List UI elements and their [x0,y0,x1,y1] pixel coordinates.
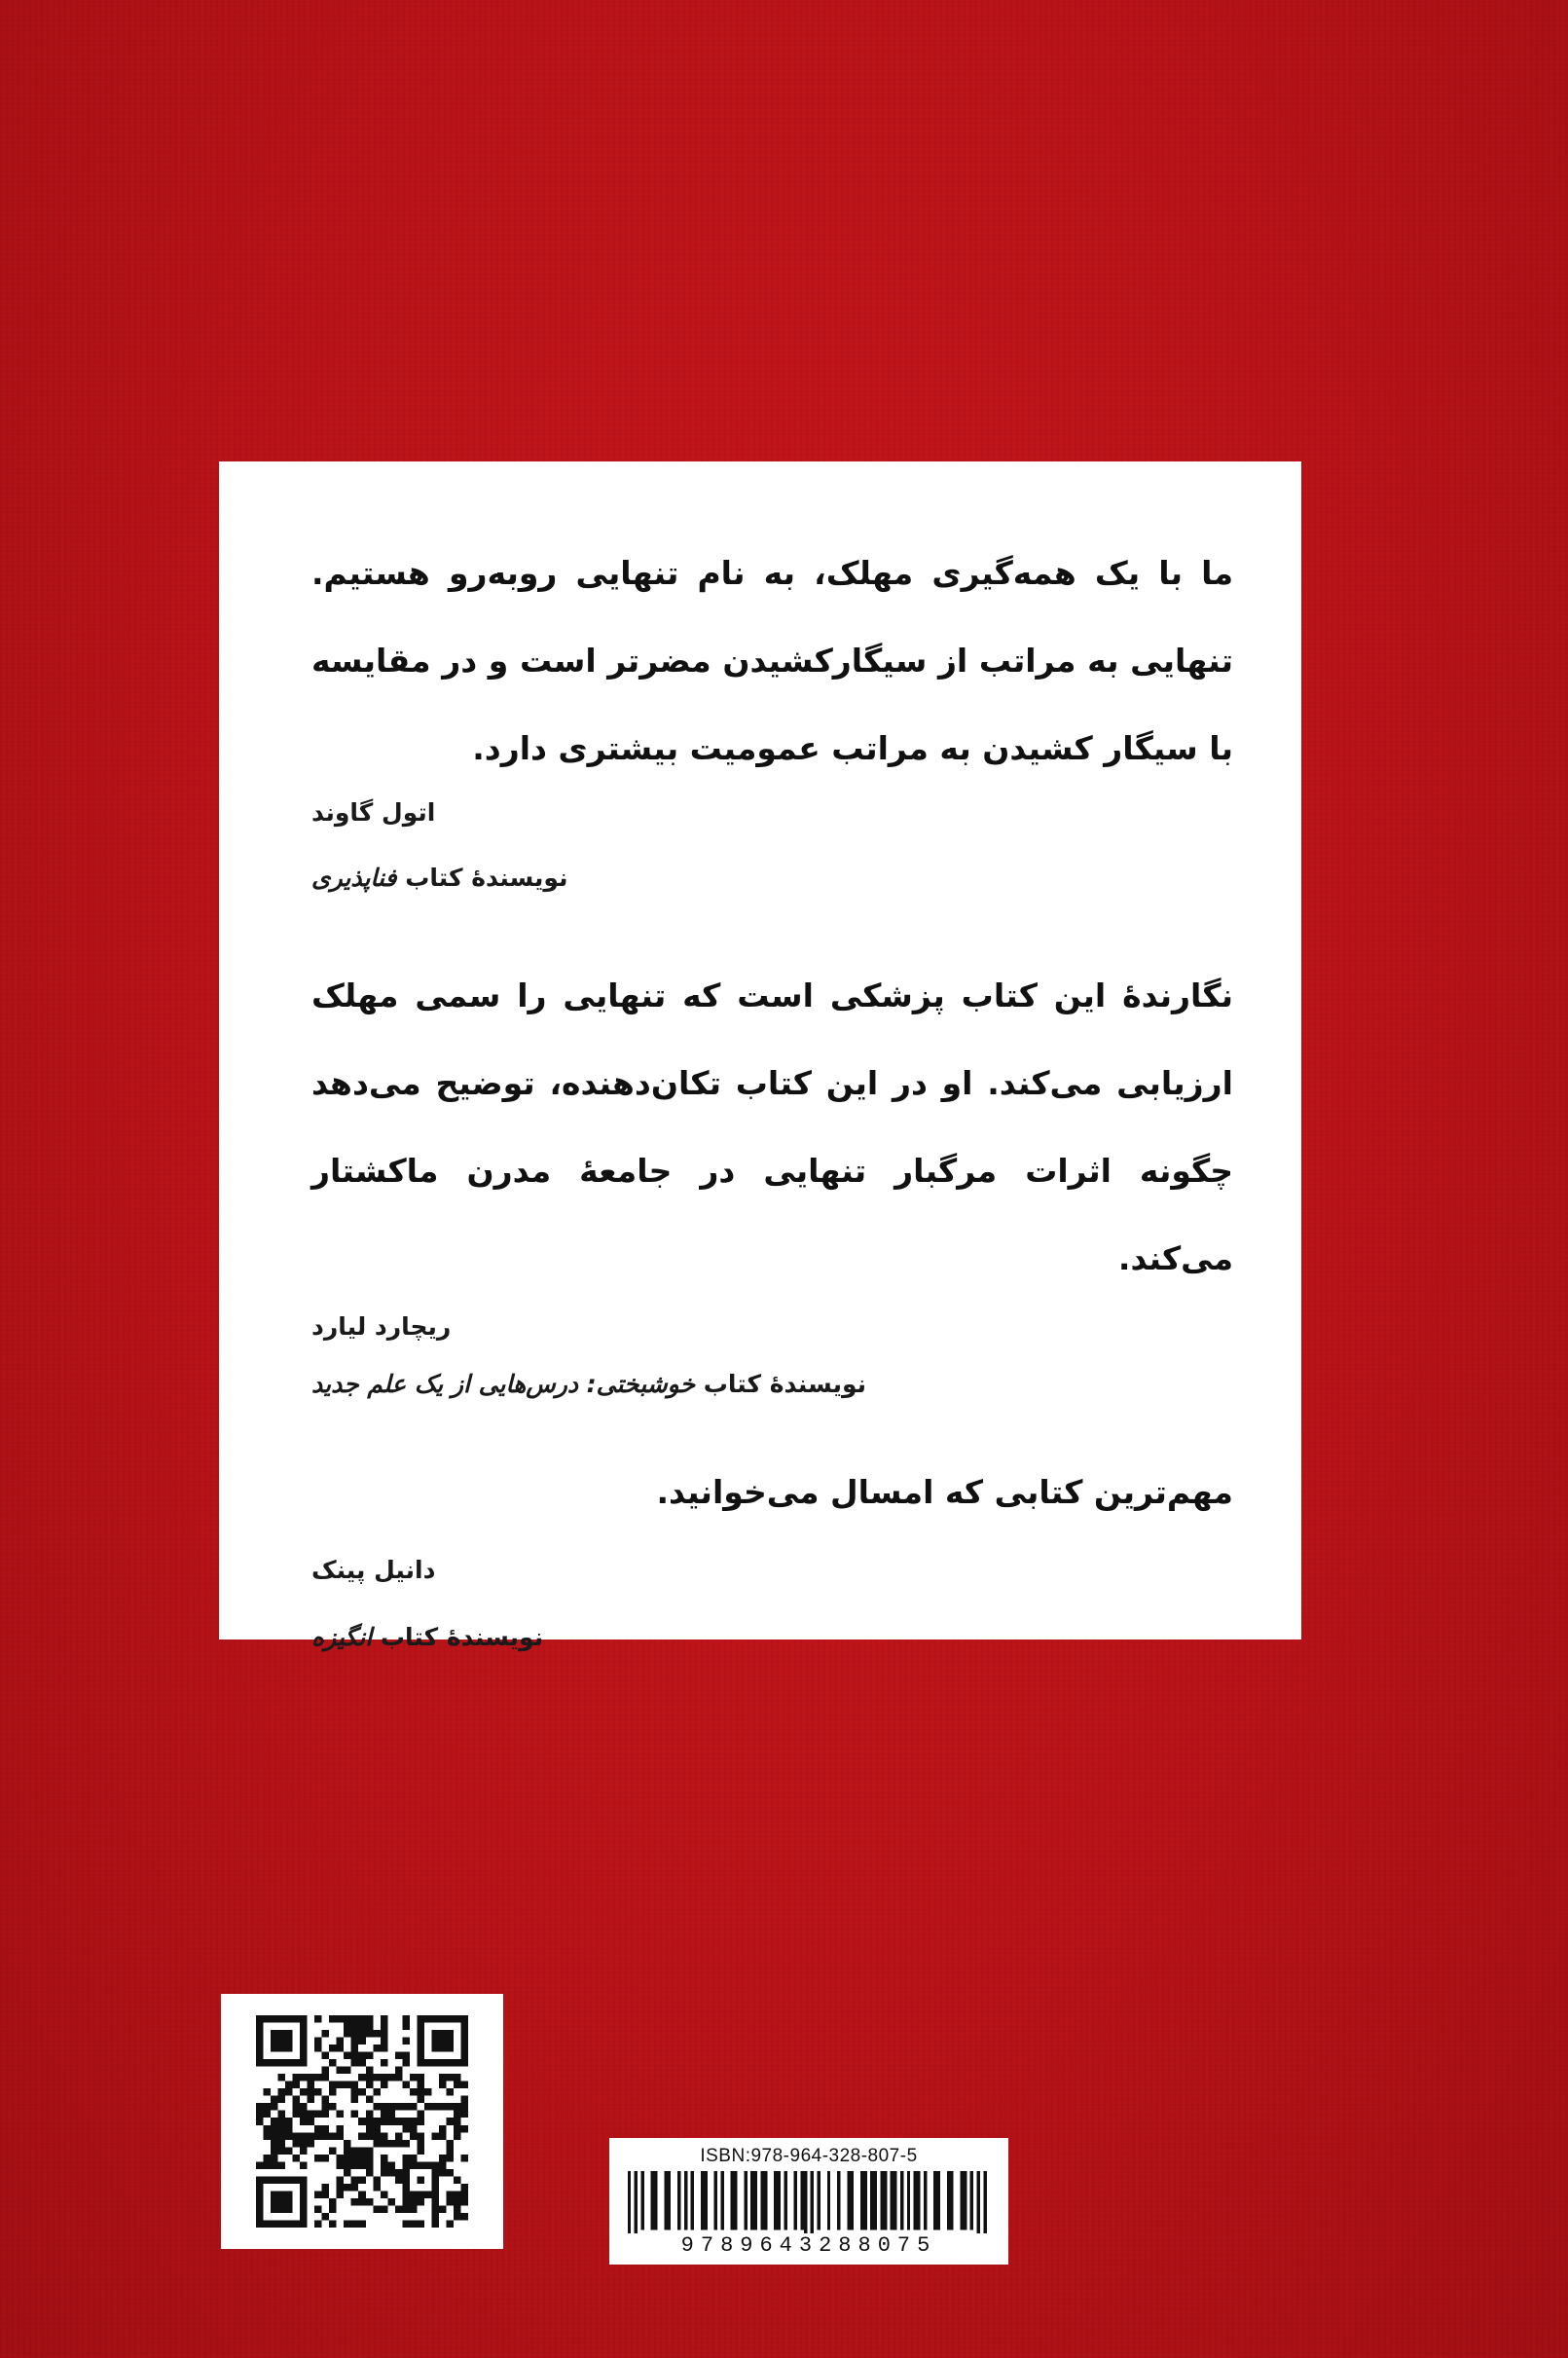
quote-3-book-title: انگیزه [311,1623,373,1651]
quote-2-book-title: خوشبختی: درس‌هایی از یک علم جدید [311,1370,696,1398]
quote-3-author: دانیل پینک [311,1556,436,1584]
quote-2-book: نویسندۀ کتاب خوشبختی: درس‌هایی از یک علم جدید [311,1370,867,1398]
qr-code-icon [252,2015,472,2228]
quote-2-text: نگارندۀ این کتاب پزشکی است که تنهایی را سمی مهلک ارزیابی می‌کند. او در این کتاب تکان‌دهنده، توضیح می‌دهد چگونه اثرات مرگبار تنهایی در جامعۀ مدرن ماکشتار می‌کند. [311,976,1233,1277]
quote-1-author: اتول گاوند [311,798,436,827]
isbn-digits: 9789643288075 [621,2233,997,2258]
quote-3-book: نویسندۀ کتاب انگیزه [311,1623,544,1651]
isbn-label: ISBN:978-964-328-807-5 [700,2146,918,2166]
quote-2-author: ریچارد لیارد [311,1312,452,1341]
qr-code-box[interactable] [221,1994,503,2249]
quote-3-text: مهم‌ترین کتابی که امسال می‌خوانید. [656,1473,1233,1511]
quote-panel [219,461,1301,1651]
barcode-icon [621,2171,997,2239]
quote-1-book: نویسندۀ کتاب فناپذیری [311,864,568,892]
quote-1-book-title: فناپذیری [311,864,397,892]
quote-1-text: ما با یک همه‌گیری مهلک، به نام تنهایی روبه‌رو هستیم. تنهایی به مراتب از سیگارکشیدن مضرتر است و در مقایسه با سیگار کشیدن به مراتب عمومیت بیشتری دارد. [311,554,1233,767]
isbn-barcode-box [609,2138,1008,2265]
